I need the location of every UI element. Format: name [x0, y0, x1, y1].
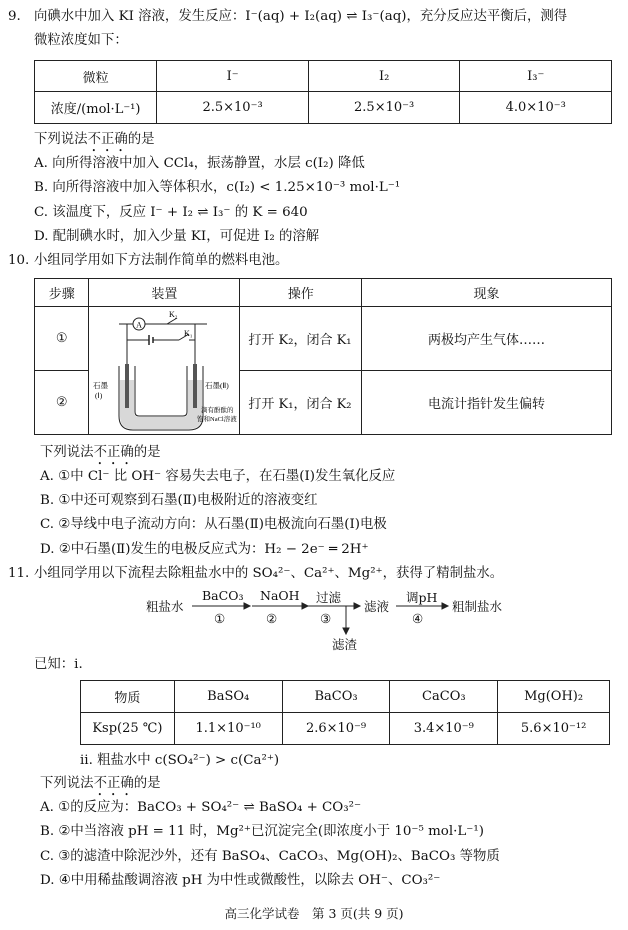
q11-known-1: 已知：ⅰ. [34, 657, 83, 672]
q9-ask: 下列说法不正确的是 [34, 132, 155, 147]
q11-number: 11. [8, 566, 30, 581]
flow-reagent-2: NaOH [260, 588, 300, 603]
flow-step-1: ① [214, 611, 226, 626]
page-footer: 高三化学试卷 第 3 页(共 9 页) [224, 906, 404, 921]
flow-reagent-4: 调pH [406, 590, 438, 605]
q10-table-header-cell: 操作 [240, 279, 362, 307]
q9-table-cell: 浓度/(mol·L⁻¹) [35, 92, 157, 124]
ksp-table-cell: 3.4×10⁻⁹ [390, 713, 498, 745]
q11-option-d: D. ④中用稀盐酸调溶液 pH 为中性或微酸性，以除去 OH⁻、CO₃²⁻ [40, 873, 441, 888]
q11-option-c: C. ③的滤渣中除泥沙外，还有 BaSO₄、CaCO₃、Mg(OH)₂、BaCO₃ 等物质 [40, 849, 500, 864]
flow-start: 粗盐水 [146, 599, 184, 614]
ksp-table-cell: 2.6×10⁻⁹ [282, 713, 390, 745]
flow-end: 粗制盐水 [452, 599, 503, 614]
flow-mid: 滤液 [364, 599, 390, 614]
flow-step-2: ② [266, 611, 278, 626]
q11-stem: 小组同学用以下流程去除粗盐水中的 SO₄²⁻、Ca²⁺、Mg²⁺，获得了精制盐水。 [34, 566, 504, 581]
electrode-1-label: 石墨 [93, 380, 109, 390]
q10-operation-1: 打开 K₂，闭合 K₁ [240, 307, 362, 371]
electrode-2-label: 石墨(Ⅱ) [205, 380, 230, 390]
q10-phenomenon-1: 两极均产生气体…… [362, 307, 612, 371]
q9-table-cell: 2.5×10⁻³ [157, 92, 309, 124]
ksp-table-header-cell: CaCO₃ [390, 681, 498, 713]
solution-label-1: 滴有酚酞的 [201, 406, 234, 414]
q9-table-cell: 4.0×10⁻³ [460, 92, 612, 124]
ksp-table-cell: Ksp(25 ℃) [81, 713, 175, 745]
q10-option-b: B. ①中还可观察到石墨(Ⅱ)电极附近的溶液变红 [40, 493, 318, 508]
q10-operation-2: 打开 K₁，闭合 K₂ [240, 371, 362, 435]
q10-phenomenon-2: 电流计指针发生偏转 [362, 371, 612, 435]
q10-option-c: C. ②导线中电子流动方向：从石墨(Ⅱ)电极流向石墨(Ⅰ)电极 [40, 517, 387, 532]
q9-option-a: A. 向所得溶液中加入 CCl₄，振荡静置，水层 c(I₂) 降低 [34, 156, 365, 171]
solution-label-2: 饱和NaCl溶液 [197, 415, 238, 423]
q9-option-b: B. 向所得溶液中加入等体积水，c(I₂) < 1.25×10⁻³ mol·L⁻¹ [34, 180, 401, 195]
flow-step-3: ③ [320, 611, 332, 626]
switch-k1-label: K₁ [184, 328, 193, 338]
q10-table-header-cell: 步骤 [35, 279, 89, 307]
ksp-table-header-cell: BaSO₄ [174, 681, 282, 713]
q10-ask: 下列说法不正确的是 [40, 445, 161, 460]
q9-number: 9. [8, 9, 21, 24]
q9-option-d: D. 配制碘水时，加入少量 KI，可促进 I₂ 的溶解 [34, 229, 320, 244]
q9-table-header-cell: I⁻ [157, 61, 309, 92]
q9-table-header-cell: 微粒 [35, 61, 157, 92]
q10-option-a: A. ①中 Cl⁻ 比 OH⁻ 容易失去电子，在石墨(Ⅰ)发生氧化反应 [40, 469, 396, 484]
ksp-table-cell: 5.6×10⁻¹² [498, 713, 610, 745]
q11-ksp-table [80, 680, 610, 745]
q10-option-d: D. ②中石墨(Ⅱ)发生的电极反应式为：H₂ − 2e⁻ ═ 2H⁺ [40, 542, 369, 557]
q10-table-header-cell: 现象 [362, 279, 612, 307]
q9-stem-line1: 向碘水中加入 KI 溶液，发生反应：I⁻(aq) + I₂(aq) ⇌ I₃⁻(aq)，充分反应达平衡后，测得 [34, 9, 568, 24]
flow-step-4: ④ [412, 611, 424, 626]
q11-option-a: A. ①的反应为：BaCO₃ + SO₄²⁻ ⇌ BaSO₄ + CO₃²⁻ [40, 800, 362, 815]
ksp-table-header-cell: Mg(OH)₂ [498, 681, 610, 713]
q9-table-cell: 2.5×10⁻³ [308, 92, 460, 124]
ammeter-label: A [136, 320, 143, 329]
flow-waste: 滤渣 [332, 637, 358, 652]
q9-table-header-cell: I₂ [308, 61, 460, 92]
q11-option-b: B. ②中当溶液 pH = 11 时，Mg²⁺已沉淀完全(即浓度小于 10⁻⁵ mol·L⁻¹) [40, 824, 484, 839]
ksp-table-header-cell: 物质 [81, 681, 175, 713]
q10-step-1: ① [35, 307, 89, 371]
flow-reagent-3: 过滤 [316, 590, 342, 605]
q10-step-2: ② [35, 371, 89, 435]
electrode-1-label-roman: (Ⅰ) [95, 390, 103, 400]
q9-table-header-cell: I₃⁻ [460, 61, 612, 92]
q11-known-2: ⅱ. 粗盐水中 c(SO₄²⁻) > c(Ca²⁺) [80, 753, 280, 768]
switch-k2-label: K₂ [169, 309, 178, 319]
q9-option-c: C. 该温度下，反应 I⁻ + I₂ ⇌ I₃⁻ 的 K = 640 [34, 205, 308, 220]
q9-stem-line2: 微粒浓度如下： [34, 33, 128, 48]
ksp-table-cell: 1.1×10⁻¹⁰ [174, 713, 282, 745]
q10-table-header-cell: 装置 [89, 279, 240, 307]
flow-reagent-1: BaCO₃ [202, 588, 244, 603]
ksp-table-header-cell: BaCO₃ [282, 681, 390, 713]
q10-stem: 小组同学用如下方法制作简单的燃料电池。 [34, 253, 289, 268]
q11-ask: 下列说法不正确的是 [40, 776, 161, 791]
q10-number: 10. [8, 253, 30, 268]
